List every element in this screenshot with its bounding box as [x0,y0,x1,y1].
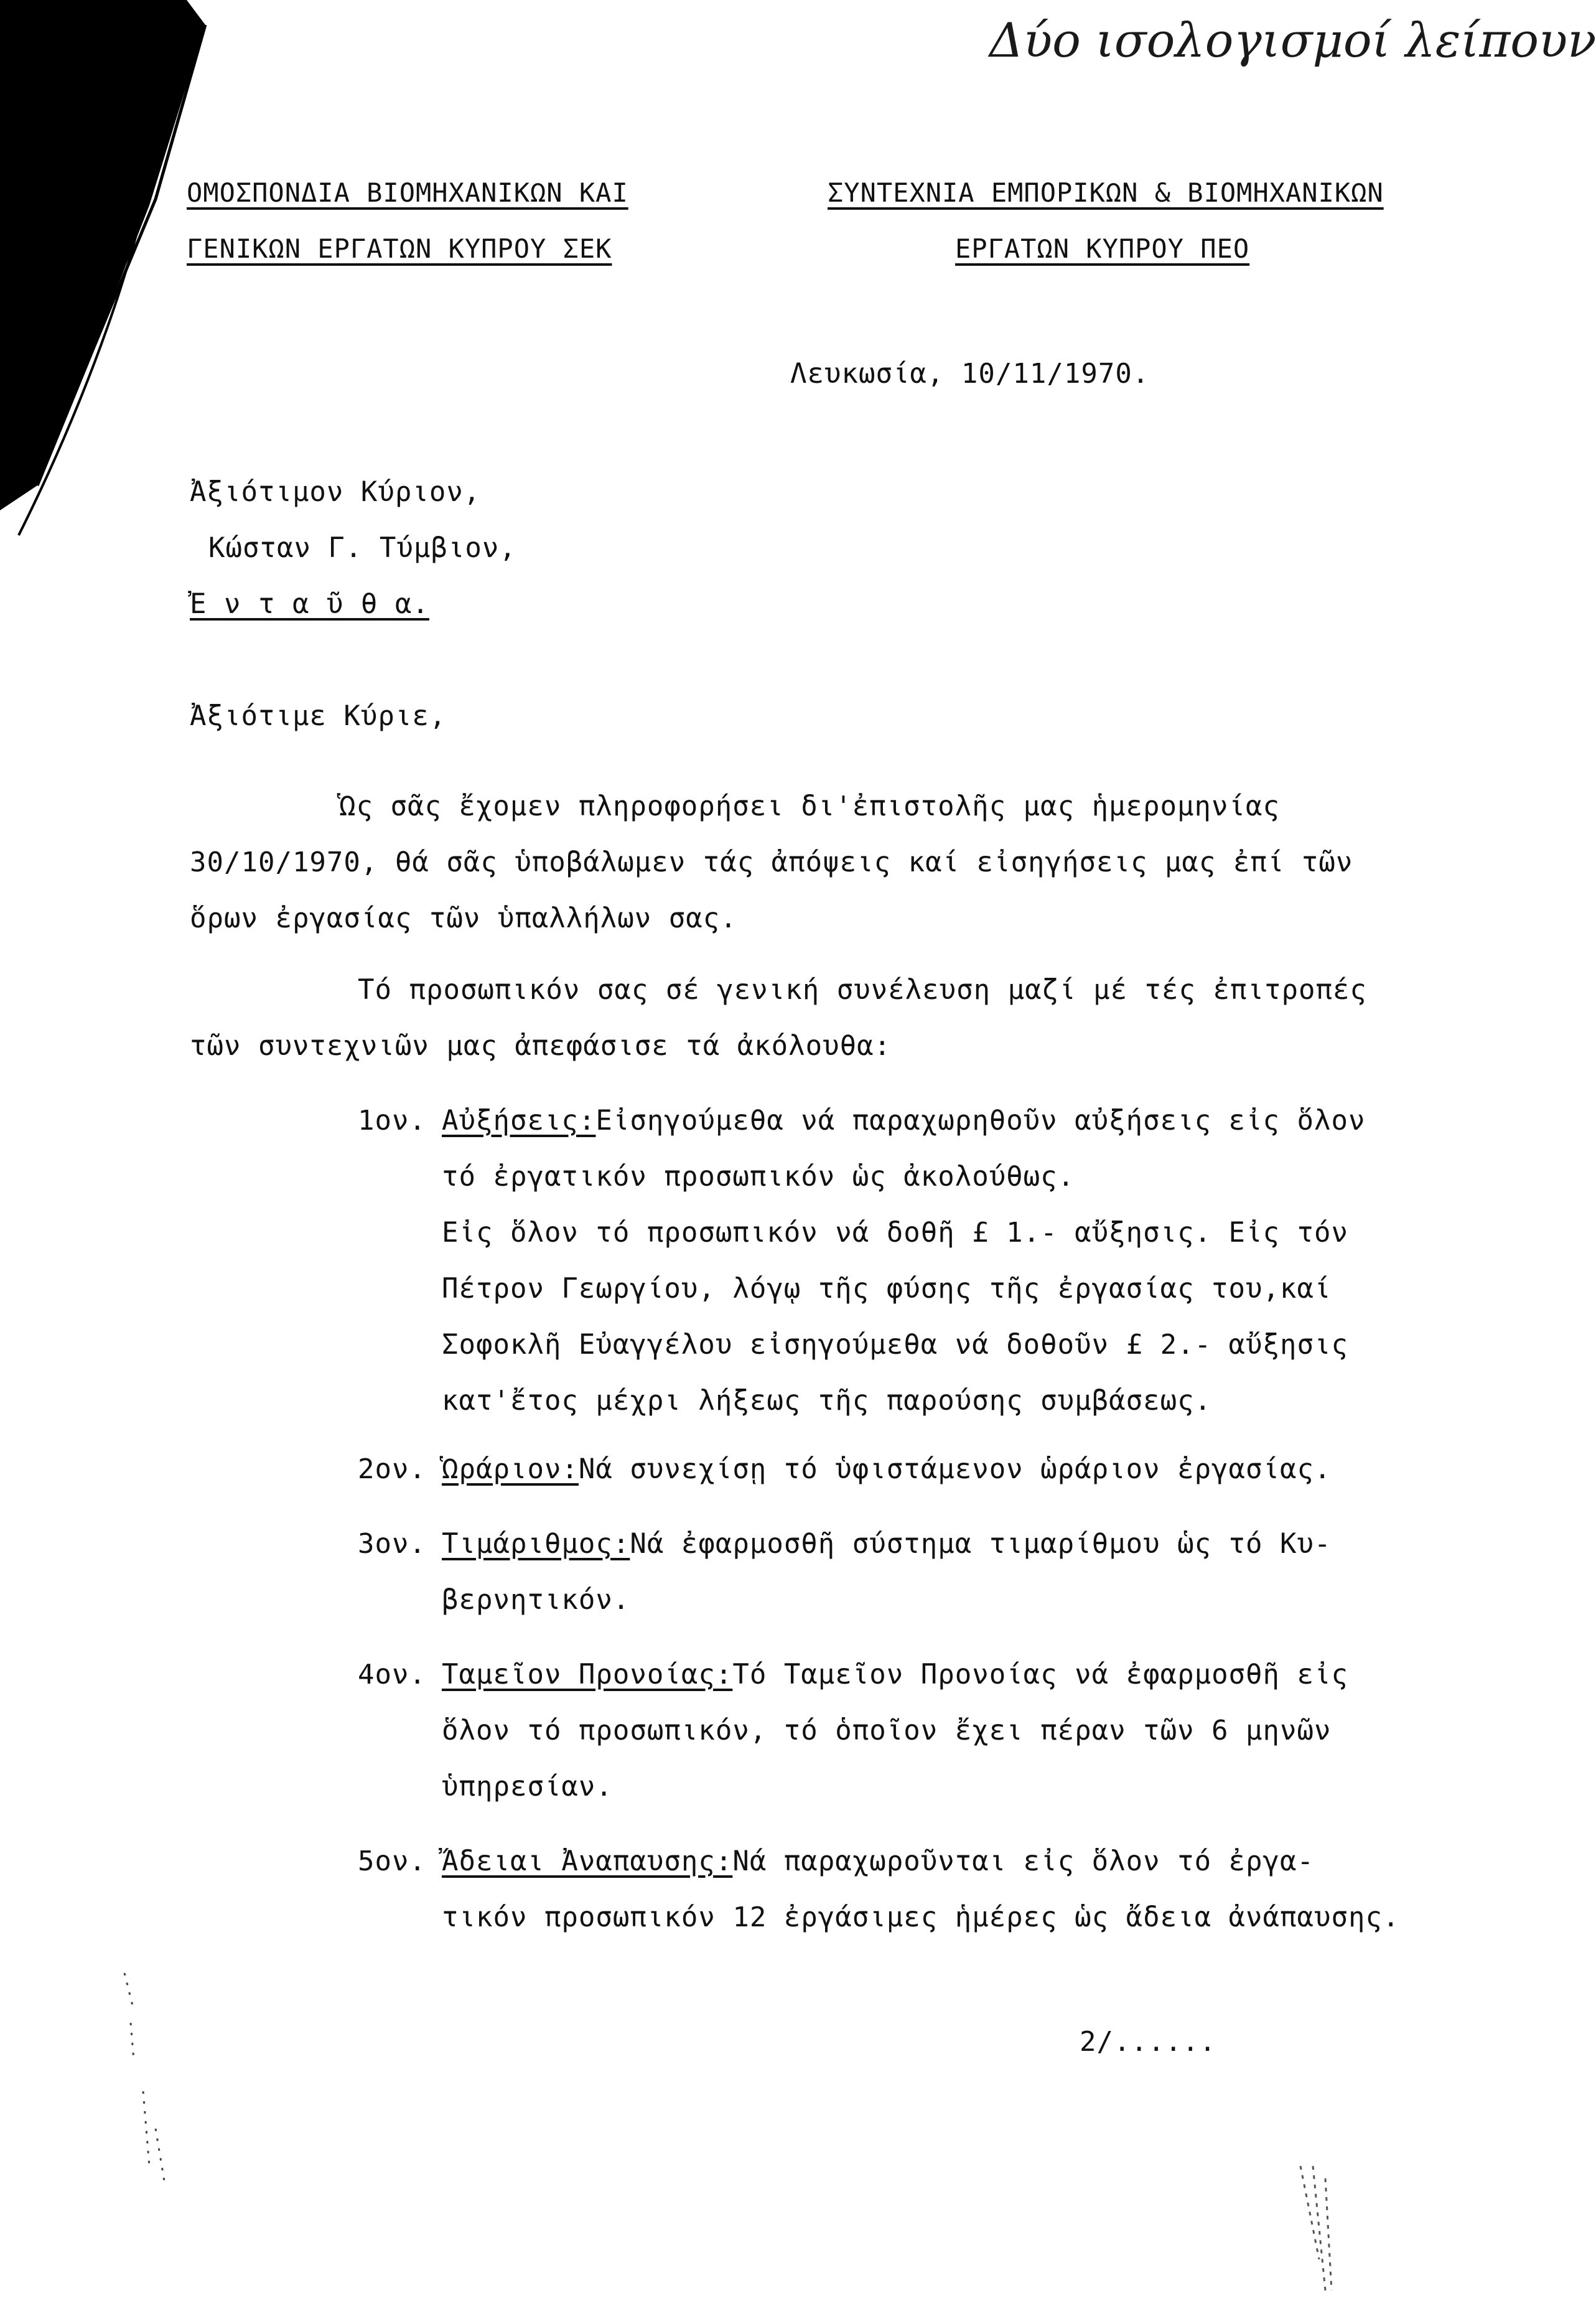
item-1-title: Αὐξήσεις: [442,1105,596,1137]
intro-line2: 30/10/1970, θά σᾶς ὑποβάλωμεν τάς ἀπόψεις καί εἰσηγήσεις μας ἐπί τῶν [190,846,1353,878]
intro-line1: Ὡς σᾶς ἔχομεν πληροφορήσει δι'ἐπιστολῆς μας ἡμερομηνίας [339,790,1280,822]
item-5-text: Νά παραχωροῦνται εἰς ὅλον τό ἐργα- [732,1845,1315,1877]
item-1-number: 1ον. [358,1105,426,1137]
item-1-line: κατ'ἔτος μέχρι λήξεως τῆς παρούσης συμβάσεως. [442,1385,1212,1417]
item-2-number: 2ον. [358,1453,426,1485]
item-3-text: Νά ἐφαρμοσθῆ σύστημα τιμαρίθμου ὡς τό Κυ- [630,1528,1332,1560]
recipient-line1: Ἀξιότιμον Κύριον, [190,476,481,508]
item-1-line: Σοφοκλῆ Εὐαγγέλου εἰσηγούμεθα νά δοθοῦν £ 2.- αὔξησις [442,1329,1348,1361]
item-2-text: Νά συνεχίσῃ τό ὑφιστάμενον ὡράριον ἐργασίας. [578,1453,1332,1485]
item-4-number: 4ον. [358,1659,426,1690]
item-5-number: 5ον. [358,1845,426,1877]
item-2-first-line [358,1453,1332,1485]
handwritten-note: Δύο ισολογισμοί λείπουν [989,12,1596,68]
item-3-line: βερνητικόν. [442,1584,630,1616]
item-3-title: Τιμάριθμος: [442,1528,630,1560]
item-1-line: Πέτρον Γεωργίου, λόγῳ τῆς φύσης τῆς ἐργασίας του,καί [442,1273,1332,1305]
item-1-text: Εἰσηγούμεθα νά παραχωρηθοῦν αὐξήσεις εἰς ὅλον [595,1105,1366,1137]
recipient-line3: Ἐ ν τ α ῦ θ α. [190,588,429,620]
header-left-line1: ΟΜΟΣΠΟΝΔΙΑ ΒΙΟΜΗΧΑΝΙΚΩΝ ΚΑΙ [187,177,628,208]
item-3-first-line [358,1528,1332,1560]
item-1-line: τό ἐργατικόν προσωπικόν ὡς ἀκολούθως. [442,1161,1075,1193]
item-4-line: ὅλον τό προσωπικόν, τό ὁποῖον ἔχει πέραν τῶν 6 μηνῶν [442,1715,1332,1746]
decision-line1: Τό προσωπικόν σας σέ γενική συνέλευση μαζί μέ τές ἐπιτροπές [358,974,1367,1006]
item-4-line: ὑπηρεσίαν. [442,1771,613,1802]
item-1-line: Εἰς ὅλον τό προσωπικόν νά δοθῆ £ 1.- αὔξησις. Εἰς τόν [442,1217,1348,1249]
salutation: Ἀξιότιμε Κύριε, [190,700,447,732]
page-marker: 2/...... [1080,2026,1216,2058]
intro-line3: ὅρων ἐργασίας τῶν ὑπαλλήλων σας. [190,902,737,934]
item-2-title: Ὡράριον: [442,1453,579,1485]
item-5-title: Ἄδειαι Ἀναπαυσης: [442,1845,733,1877]
item-5-first-line [358,1845,1314,1877]
item-1-first-line [358,1105,1365,1137]
item-4-first-line [358,1659,1348,1690]
decision-line2: τῶν συντεχνιῶν μας ἀπεφάσισε τά ἀκόλουθα: [190,1030,892,1062]
date-line: Λευκωσία, 10/11/1970. [790,358,1150,390]
header-left-line2: ΓΕΝΙΚΩΝ ΕΡΓΑΤΩΝ ΚΥΠΡΟΥ ΣΕΚ [187,233,612,264]
item-3-number: 3ον. [358,1528,426,1560]
item-4-text: Τό Ταμεῖον Προνοίας νά ἐφαρμοσθῆ εἰς [732,1659,1348,1690]
item-4-title: Ταμεῖον Προνοίας: [442,1659,733,1690]
recipient-line2: Κώσταν Γ. Τύμβιον, [208,532,516,564]
item-5-line: τικόν προσωπικόν 12 ἐργάσιμες ἡμέρες ὡς ἄδεια ἀνάπαυσης. [442,1901,1400,1933]
header-right-line2: ΕΡΓΑΤΩΝ ΚΥΠΡΟΥ ΠΕΟ [955,233,1250,264]
header-right-line1: ΣΥΝΤΕΧΝΙΑ ΕΜΠΟΡΙΚΩΝ & ΒΙΟΜΗΧΑΝΙΚΩΝ [828,177,1384,208]
